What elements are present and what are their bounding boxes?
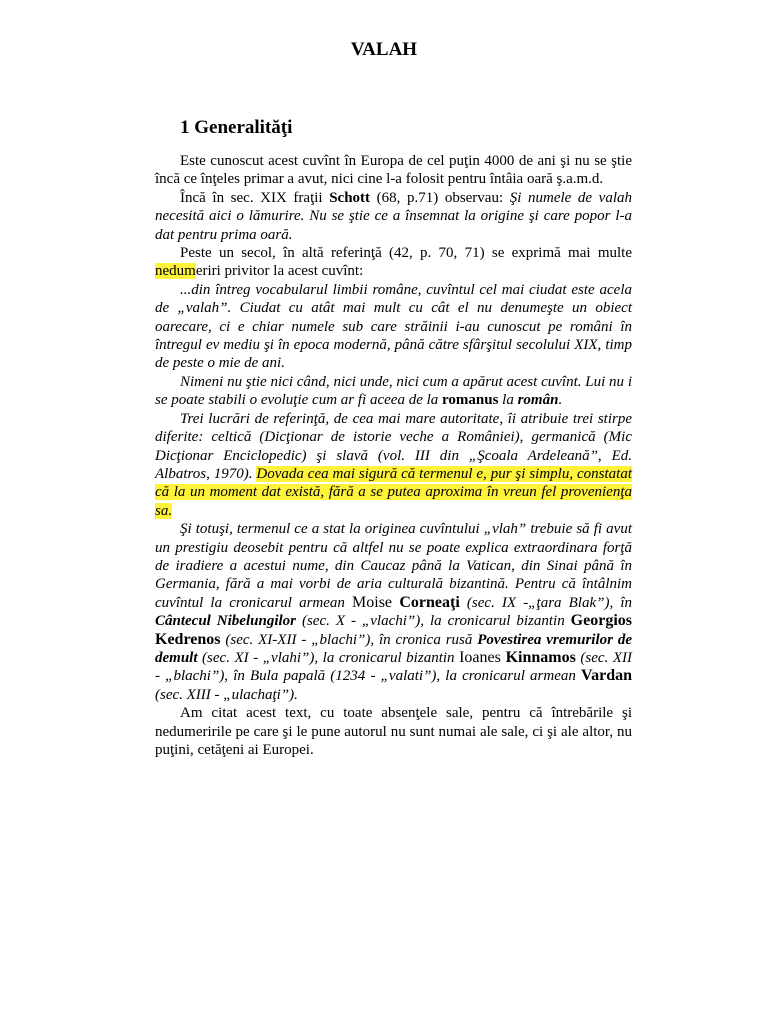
quote: ...din întreg vocabularul limbii române, cuvîntul cel mai ciudat este acela de „valah”. Ciudat cu atât mai mult cu cât el nu denumeşte un obiect oarecare, ci e chiar numele sub care străinii i-au cunoscut pe români în întregul ev mediu şi în epoca modernă, până către sfârşitul secolului XIX, timp de peste o mie de ani.: [155, 281, 632, 372]
highlighted-text: nedum: [155, 263, 196, 280]
document-title: VALAH: [350, 39, 418, 60]
paragraph-1: Este cunoscut acest cuvînt în Europa de cel puţin 4000 de ani şi nu se ştie încă ce înţeles primar a avut, nici cine l-a folosit pentru întâia oară ş.a.m.d.: [155, 153, 632, 188]
document-body: [155, 152, 632, 759]
paragraph-2: Încă în sec. XIX fraţii Schott (68, p.71) observau: Şi numele de valah necesită aici o lămurire. Nu se ştie ce a însemnat la origine şi care popor l-a dat pentru prima oară.: [155, 189, 632, 243]
paragraph-3: Peste un secol, în altă referinţă (42, p. 70, 71) se exprimă mai multe nedumeriri privitor la acest cuvînt:: [155, 245, 632, 280]
paragraph-5: Nimeni nu ştie nici când, nici unde, nici cum a apărut acest cuvînt. Lui nu i se poate stabili o evoluţie cum ar fi aceea de la romanus la român.: [155, 373, 632, 409]
paragraph-6: Trei lucrări de referinţă, de cea mai mare autoritate, îi atribuie trei stirpe diferite: celtică (Dicţionar de istorie veche a României), germanică (Mic Dicţionar Enciclopedic) şi slavă (vol. III din „Şcoala Ardeleană”, Ed. Albatros, 1970). Dovada cea mai sigură că termenul e, pur şi simplu, constatat că la un moment dat există, fără a se putea aproxima în vreun fel provenienţa sa.: [155, 410, 632, 519]
section-heading: 1 Generalităţi: [180, 117, 293, 138]
highlighted-text: Dovada cea mai sigură că termenul e, pur şi simplu, constatat că la un moment dat există, fără a se putea aproxima în vreun fel provenienţa sa.: [155, 465, 632, 519]
paragraph-7: Şi totuşi, termenul ce a stat la originea cuvîntului „vlah” trebuie să fi avut un prestigiu deosebit pentru că altfel nu se poate explica extraordinara forţă de iradiere a acestui nume, din Caucaz până la Vatican, din Sinai până în Germania, fără a mai vorbi de aria culturală bizantină. Pentru că întâlnim cuvîntul la cronicarul armean Moise Corneaţi (sec. IX -„ţara Blak”), în Cântecul Nibelungilor (sec. X - „vlachi”), la cronicarul bizantin Georgios Kedrenos (sec. XI-XII - „blachi”), în cronica rusă Povestirea vremurilor de demult (sec. XI - „vlahi”), la cronicarul bizantin Ioanes Kinnamos (sec. XII - „blachi”), în Bula papală (1234 - „valati”), la cronicarul armean Vardan (sec. XIII - „ulachaţi”).: [155, 521, 632, 703]
quote: Şi numele de valah necesită aici o lămurire. Nu se ştie ce a însemnat la origine şi care popor l-a dat pentru prima oară.: [155, 189, 632, 243]
author-name: Schott: [329, 189, 371, 206]
paragraph-8: Am citat acest text, cu toate absenţele sale, pentru că întrebările şi nedumeririle pe care şi le pune autorul nu sunt numai ale sale, ci şi ale altor, nu puţini, cetăţeni ai Europei.: [155, 705, 632, 758]
paragraph-4: [155, 281, 632, 373]
